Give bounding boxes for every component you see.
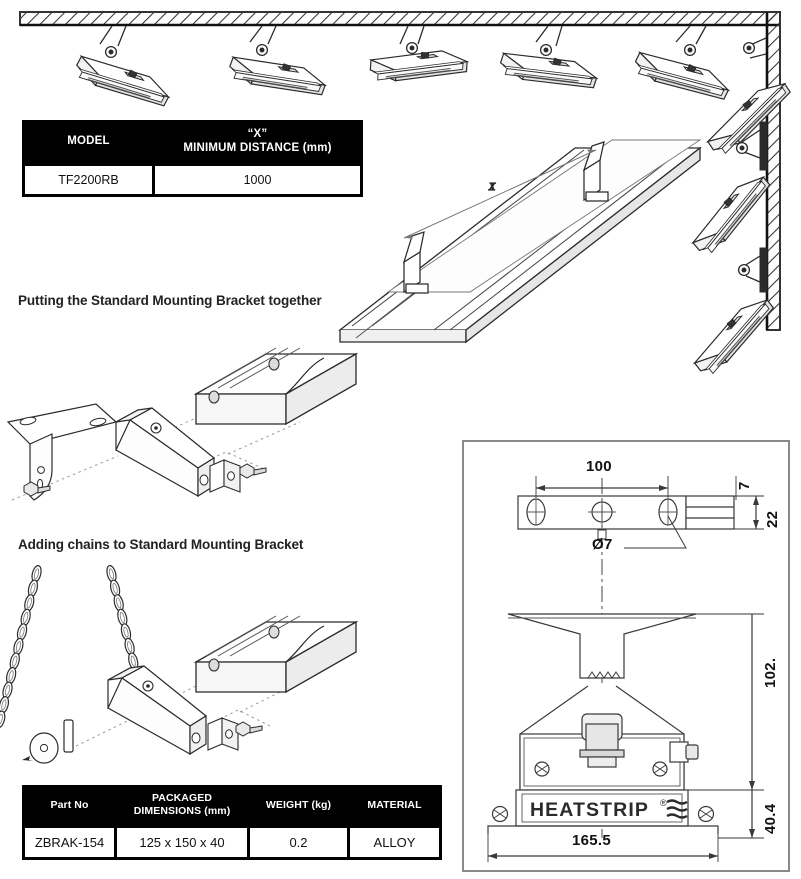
minimum-distance-table [22, 120, 363, 197]
chain-mounting-diagram [0, 560, 350, 782]
bracket-arm-part [108, 666, 206, 754]
fixing-bolt [236, 722, 262, 736]
end-cap-part [210, 460, 240, 492]
svg-text:®: ® [660, 798, 667, 808]
clearance-dimension-label: X [489, 182, 496, 193]
dimension-label-width: 100 [586, 458, 612, 475]
dimension-label-lower-height: 40.4 [762, 803, 779, 834]
heater-body-section [196, 616, 356, 692]
cell-weight: 0.2 [249, 827, 349, 859]
table-row [24, 827, 441, 859]
column-header-packaged-dimensions: PACKAGED DIMENSIONS (mm) [116, 785, 249, 827]
column-header-weight: WEIGHT (kg) [249, 785, 349, 827]
wall-line [767, 12, 780, 330]
cell-part-no: ZBRAK-154 [24, 827, 116, 859]
ceiling-mount-unit [631, 26, 732, 112]
heater-body-section [196, 348, 356, 424]
bracket-top-view [518, 496, 734, 529]
end-cap-part [208, 718, 238, 750]
ceiling-mount-unit [72, 26, 172, 119]
column-header-minimum-distance: “X” MINIMUM DISTANCE (mm) [154, 120, 362, 164]
dimension-overall-height-102 [696, 614, 764, 790]
technical-drawing-panel [462, 440, 790, 872]
dimension-height-22 [734, 496, 764, 529]
table-row [24, 164, 362, 195]
screw-head [535, 762, 549, 776]
standard-bracket-exploded-diagram [0, 318, 350, 518]
ceiling-mount-unit [498, 26, 600, 102]
ceiling-mount-unit [370, 26, 468, 86]
eye-bolt [64, 720, 73, 752]
dimension-label-thickness: 7 [736, 481, 753, 490]
dimension-label-hole-diameter: Ø7 [592, 536, 613, 553]
cell-packaged-dimensions: 125 x 150 x 40 [116, 827, 249, 859]
cell-model: TF2200RB [24, 164, 154, 195]
column-header-material: MATERIAL [349, 785, 441, 827]
ceiling-line [20, 12, 780, 25]
section-heading-chains: Adding chains to Standard Mounting Bracket [18, 537, 304, 552]
dimension-label-overall-height: 102. [762, 657, 779, 688]
table-header-row [24, 785, 441, 827]
cell-minimum-distance: 1000 [154, 164, 362, 195]
ceiling-mount-unit [227, 26, 329, 108]
heater-isometric-view [340, 140, 700, 342]
cell-material: ALLOY [349, 827, 441, 859]
part-specification-table [22, 785, 442, 860]
section-heading-standard-bracket: Putting the Standard Mounting Bracket together [18, 293, 322, 308]
screw-head [493, 807, 508, 822]
column-header-model: MODEL [24, 120, 154, 164]
fixing-bolt [240, 464, 266, 478]
washer-disc [22, 733, 58, 763]
dimension-label-height-22: 22 [764, 510, 781, 528]
screw-head [699, 807, 714, 822]
svg-text:HEATSTRIP: HEATSTRIP [530, 799, 649, 821]
dimension-label-overall-width: 165.5 [572, 832, 612, 849]
table-header-row [24, 120, 362, 164]
screw-head [653, 762, 667, 776]
chain-strand-left [0, 565, 43, 729]
wall-mount-unit [700, 38, 798, 158]
column-header-part-no: Part No [24, 785, 116, 827]
